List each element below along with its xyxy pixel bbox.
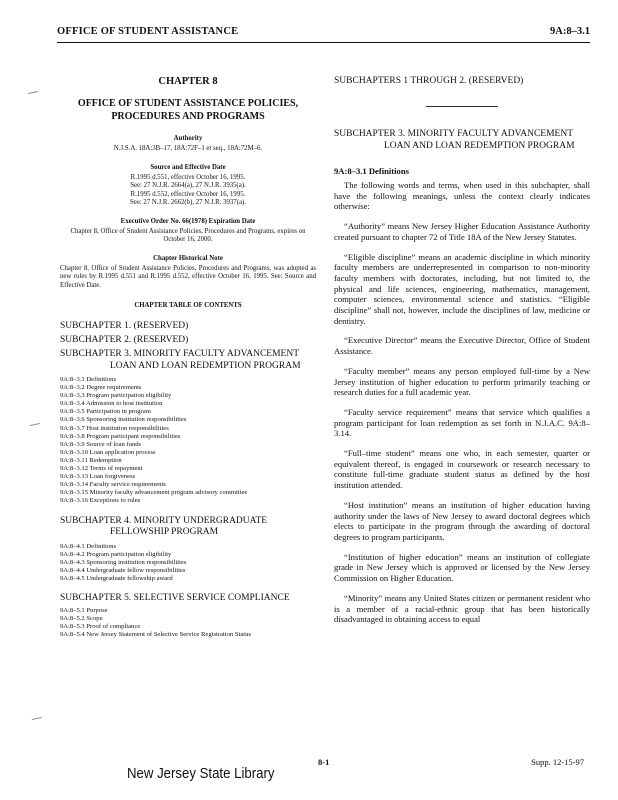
left-column — [60, 76, 316, 649]
toc-item: 9A:8–3.16 Exceptions to rules — [60, 497, 141, 505]
subchapter-3-title: SUBCHAPTER 3. MINORITY FACULTY ADVANCEMENT LOAN AND LOAN REDEMPTION PROGRAM — [334, 129, 575, 151]
source-line: See: 27 N.J.R. 2662(b), 27 N.J.R. 3937(a). — [130, 199, 246, 206]
toc-item: 9A:8–5.3 Proof of compliance — [60, 623, 141, 631]
section-heading: 9A:8–3.1 Definitions — [334, 166, 409, 176]
definition-paragraph: “Eligible discipline” means an academic discipline in which minority faculty members are underrepresented in comparison to non-minority faculty members with doctorates, including, but not limited to, the physical and life sciences, engineering, mathematics, management, computer sciences, environmental science and statistics. “Eligible discipline” shall not, however, include the disciplines of law, medicine or dentistry. — [334, 251, 590, 326]
definition-paragraph: “Host institution” means an institution of higher education having authority under the laws of New Jersey to award doctoral degrees which elects to participate in the program through the awarding of doctoral degrees to program participants. — [334, 499, 590, 542]
running-header — [57, 26, 590, 43]
toc-subchapter-3: SUBCHAPTER 3. MINORITY FACULTY ADVANCEMENT LOAN AND LOAN REDEMPTION PROGRAM — [60, 349, 301, 371]
scan-mark — [30, 423, 40, 428]
toc-item: 9A:8–3.9 Source of loan funds — [60, 440, 142, 448]
definition-paragraph: “Faculty member” means any person employed full-time by a New Jersey institution of higher education to perform primarily teaching or research duties for a full academic year. — [334, 365, 590, 398]
authority-heading: Authority — [173, 135, 203, 142]
footer-page-number: 8-1 — [318, 757, 330, 767]
definition-paragraph: “Institution of higher education” means an institution of collegiate grade in New Jersey which is approved or licensed by the New Jersey Commission on Higher Education. — [334, 551, 590, 584]
historical-note-heading: Chapter Historical Note — [153, 254, 223, 262]
executive-order-text: Chapter 8, Office of Student Assistance Policies, Procedures and Programs, expires on October 16, 2000. — [70, 227, 306, 243]
right-column — [334, 76, 590, 634]
toc-item: 9A:8–4.5 Undergraduate fellowship award — [60, 574, 173, 582]
scan-mark — [28, 91, 38, 96]
source-line: R.1995 d.552, effective October 16, 1995. — [130, 190, 246, 198]
toc-item: 9A:8–3.5 Participation in program — [60, 408, 151, 416]
toc-item: 9A:8–3.1 Definitions — [60, 376, 117, 383]
toc-subchapter-5: SUBCHAPTER 5. SELECTIVE SERVICE COMPLIANCE — [60, 592, 290, 603]
toc-item: 9A:8–3.14 Faculty service requirements — [60, 481, 166, 489]
source-line: R.1995 d.551, effective October 16, 1995. — [130, 173, 246, 181]
historical-note-text: Chapter 8, Office of Student Assistance Policies, Procedures and Programs, was adopted as new rules by R.1995 d.551 and R.1995 d.552, effective October 16, 1995. See: Source and Effective Date. — [60, 264, 316, 289]
chapter-subtitle: OFFICE OF STUDENT ASSISTANCE POLICIES, PROCEDURES AND PROGRAMS — [77, 98, 299, 122]
definition-paragraph: The following words and terms, when used in this subchapter, shall have the following meanings, unless the context clearly indicates otherwise: — [334, 180, 590, 212]
footer-supplement-date: Supp. 12-15-97 — [531, 757, 584, 767]
toc-item: 9A:8–3.8 Program participant responsibilities — [60, 432, 181, 440]
header-section-number: 9A:8–3.1 — [550, 26, 590, 37]
definition-paragraph: “Faculty service requirement” means that service which qualifies a program participant for loan redemption as set forth in N.J.A.C. 9A:8–3.14. — [334, 406, 590, 439]
toc-item: 9A:8–5.2 Scope — [60, 615, 103, 623]
toc-item: 9A:8–4.2 Program participation eligibility — [60, 550, 172, 558]
source-lines — [60, 174, 316, 208]
toc-item: 9A:8–3.4 Admission to host institution — [60, 400, 163, 408]
definition-paragraph: “Full–time student” means one who, in each semester, quarter or equivalent thereof, is engaged in coursework or research necessary to constitute full-time graduate student status as defined by the host institution attended. — [334, 448, 590, 491]
toc-item: 9A:8–3.3 Program participation eligibility — [60, 392, 172, 400]
toc-item: 9A:8–5.4 New Jersey Statement of Selective Service Registration Status — [60, 631, 251, 639]
definition-paragraph: “Executive Director” means the Executive Director, Office of Student Assistance. — [334, 335, 590, 357]
toc-item: 9A:8–4.3 Sponsoring institution responsibilities — [60, 558, 187, 566]
toc-item: 9A:8–3.7 Host institution responsibilities — [60, 424, 169, 432]
source-line: See: 27 N.J.R. 2664(a), 27 N.J.R. 3935(a). — [130, 182, 246, 189]
authority-text: N.J.S.A. 18A:3B–17, 18A:72F–1 et seq., 18A:72M–6. — [113, 145, 263, 152]
toc-subchapter-2: SUBCHAPTER 2. (RESERVED) — [60, 335, 189, 345]
toc-item: 9A:8–3.15 Minority faculty advancement program advisory committee — [60, 489, 248, 497]
footer-library-name: New Jersey State Library — [127, 765, 275, 782]
toc-item: 9A:8–3.2 Degree requirements — [60, 384, 142, 392]
toc-item: 9A:8–4.4 Undergraduate fellow responsibilities — [60, 566, 186, 574]
toc-item: 9A:8–3.10 Loan application process — [60, 448, 156, 456]
toc-item: 9A:8–3.12 Terms of repayment — [60, 465, 143, 473]
section-divider — [426, 106, 498, 107]
executive-order-heading: Executive Order No. 66(1978) Expiration Date — [120, 217, 256, 225]
toc-item: 9A:8–3.13 Loan forgiveness — [60, 473, 136, 481]
source-heading: Source and Effective Date — [150, 163, 226, 171]
toc-item: 9A:8–4.1 Definitions — [60, 542, 117, 550]
toc-subchapter-4-list — [60, 543, 316, 583]
chapter-title: CHAPTER 8 — [158, 76, 218, 87]
reserved-subchapters: SUBCHAPTERS 1 THROUGH 2. (RESERVED) — [334, 76, 524, 86]
toc-item: 9A:8–3.6 Sponsoring institution responsibilities — [60, 416, 187, 424]
toc-item: 9A:8–3.11 Redemption — [60, 456, 122, 464]
toc-item: 9A:8–5.1 Purpose — [60, 606, 108, 614]
definition-paragraph: “Authority” means New Jersey Higher Education Assistance Authority created pursuant to chapter 72 of Title 18A of the New Jersey Statutes. — [334, 221, 590, 242]
scan-mark — [32, 717, 42, 722]
toc-subchapter-1: SUBCHAPTER 1. (RESERVED) — [60, 321, 189, 331]
header-office-title: OFFICE OF STUDENT ASSISTANCE — [57, 26, 239, 37]
definition-paragraph: “Minority” means any United States citizen or permanent resident who is a member of a racial-ethnic group that has been historically disadvantaged in obtaining access to equal — [334, 592, 590, 625]
toc-subchapter-3-list — [60, 376, 316, 506]
toc-subchapter-5-list — [60, 607, 316, 639]
toc-subchapter-4: SUBCHAPTER 4. MINORITY UNDERGRADUATE FELLOWSHIP PROGRAM — [60, 515, 268, 537]
toc-heading: CHAPTER TABLE OF CONTENTS — [134, 302, 242, 309]
